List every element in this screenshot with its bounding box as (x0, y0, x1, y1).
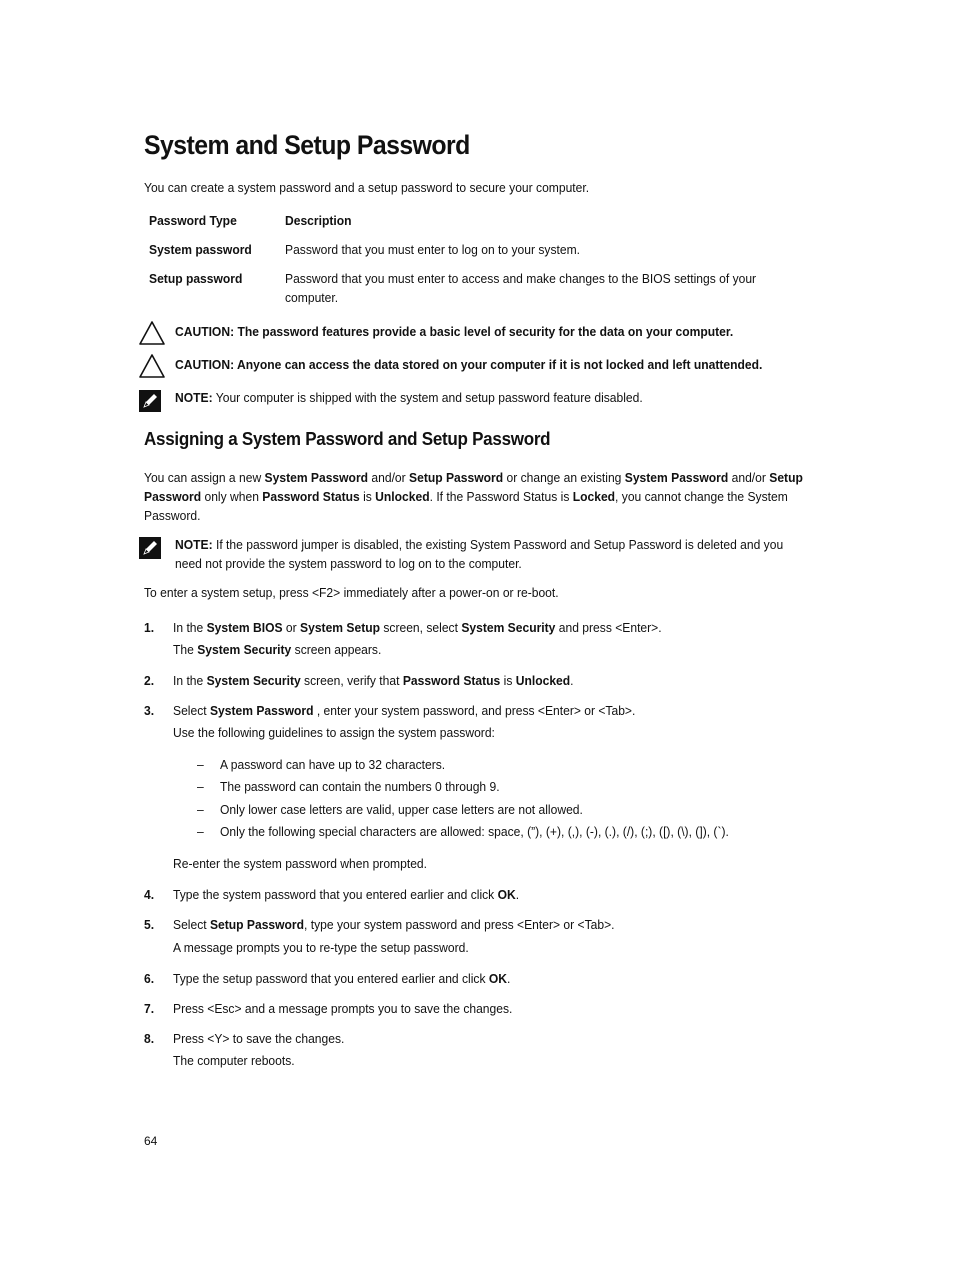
step-number: 6. (144, 971, 155, 986)
note-text: NOTE: If the password jumper is disabled, the existing System Password and Setup Password is deleted and you (175, 537, 784, 552)
step-text: Type the setup password that you entered earlier and click OK. (173, 971, 511, 986)
step-number: 5. (144, 917, 155, 932)
step-number: 8. (144, 1031, 155, 1046)
caution-text: CAUTION: Anyone can access the data stored on your computer if it is not locked and left unattended. (175, 357, 763, 372)
paragraph-line: You can assign a new System Password and/or Setup Password or change an existing System Password and/or Setup (144, 470, 803, 485)
note-text (175, 388, 643, 408)
paragraph-line: Password. (144, 508, 201, 523)
note-body: Your computer is shipped with the system and setup password feature disabled. (212, 390, 643, 405)
step-number: 1. (144, 620, 155, 635)
note-pencil-icon (139, 537, 161, 559)
caution-icon (138, 353, 166, 379)
bullet-dash: – (197, 824, 204, 839)
step-text: Select System Password , enter your system password, and press <Enter> or <Tab>. (173, 703, 636, 718)
table-cell-description: Password that you must enter to log on to your system. (285, 242, 581, 257)
paragraph-line: Password only when Password Status is Unlocked. If the Password Status is Locked, you cannot change the System (144, 489, 788, 504)
intro-paragraph: You can create a system password and a setup password to secure your computer. (144, 180, 590, 195)
table-cell-description: Password that you must enter to access and make changes to the BIOS settings of your (285, 271, 757, 286)
step-text: In the System Security screen, verify that Password Status is Unlocked. (173, 673, 574, 688)
bullet-dash: – (197, 757, 204, 772)
step-text: Press <Esc> and a message prompts you to save the changes. (173, 1001, 513, 1016)
guideline-item: A password can have up to 32 characters. (220, 757, 446, 772)
step-subtext: The System Security screen appears. (173, 642, 382, 657)
step-subtext: A message prompts you to re-type the setup password. (173, 940, 469, 955)
step-number: 7. (144, 1001, 155, 1016)
table-cell-description: computer. (285, 290, 339, 305)
table-header-type: Password Type (149, 213, 237, 228)
page-title: System and Setup Password (144, 130, 470, 160)
caution-icon (138, 320, 166, 346)
note-pencil-icon (139, 390, 161, 412)
page-number: 64 (144, 1134, 158, 1148)
step-subtext: Use the following guidelines to assign the system password: (173, 725, 495, 740)
step-subtext: Re-enter the system password when prompted. (173, 856, 428, 871)
step-number: 4. (144, 887, 155, 902)
step-text: Select Setup Password, type your system password and press <Enter> or <Tab>. (173, 917, 615, 932)
instruction-text: To enter a system setup, press <F2> immediately after a power-on or re-boot. (144, 585, 559, 600)
bullet-dash: – (197, 802, 204, 817)
step-number: 2. (144, 673, 155, 688)
step-text: In the System BIOS or System Setup screen, select System Security and press <Enter>. (173, 620, 662, 635)
note-label: NOTE: (175, 390, 213, 405)
table-cell-type: Setup password (149, 271, 243, 286)
note-text: need not provide the system password to log on to the computer. (175, 556, 522, 571)
caution-text: CAUTION: The password features provide a basic level of security for the data on your computer. (175, 324, 734, 339)
step-text: Press <Y> to save the changes. (173, 1031, 345, 1046)
step-text: Type the system password that you entered earlier and click OK. (173, 887, 520, 902)
bullet-dash: – (197, 779, 204, 794)
guideline-item: The password can contain the numbers 0 through 9. (220, 779, 500, 794)
section-title: Assigning a System Password and Setup Password (144, 428, 551, 449)
guideline-item: Only lower case letters are valid, upper case letters are not allowed. (220, 802, 583, 817)
table-header-description: Description (285, 213, 352, 228)
guideline-item: Only the following special characters are allowed: space, (”), (+), (,), (-), (.), (/), (;), ([), (\), (]), (`). (220, 824, 729, 839)
step-number: 3. (144, 703, 155, 718)
step-subtext: The computer reboots. (173, 1053, 295, 1068)
table-cell-type: System password (149, 242, 252, 257)
